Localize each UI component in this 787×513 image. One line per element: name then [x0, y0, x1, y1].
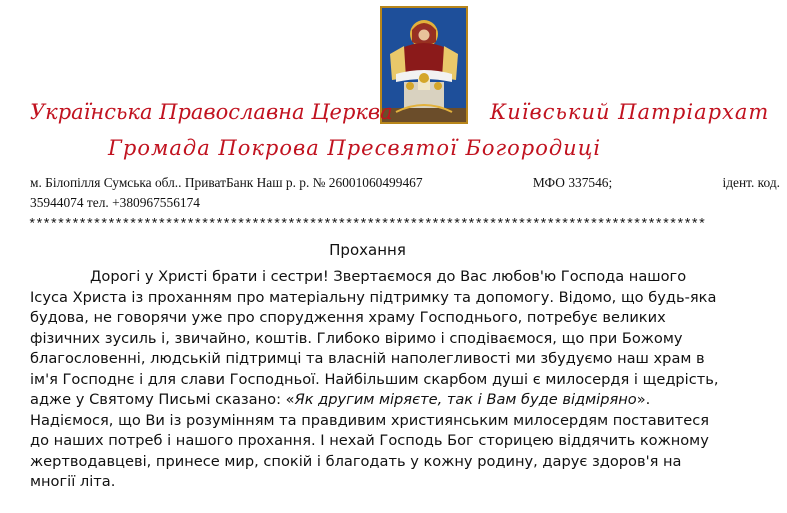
body-line-quote	[30, 390, 780, 411]
pokrova-icon-image	[380, 6, 468, 124]
quote-intro: адже у Святому Письмі сказано: «	[30, 391, 295, 408]
body-line: ім'я Господнє і для слави Господньої. Найбільшим скарбом душі є милосердя і щедрість,	[30, 370, 719, 388]
body-line: фізичних зусиль і, звичайно, коштів. Глибоко віримо і сподіваємося, що при Божому	[30, 329, 683, 347]
community-name: Громада Покрова Пресвятої Богородиці	[108, 136, 602, 160]
body-line: Надіємося, що Ви із розумінням та правдивим християнським милосердям поставитеся	[30, 411, 710, 429]
body-line: жертводавцеві, принесе мир, спокій і благодать у кожну родину, дарує здоров'я на	[30, 452, 682, 470]
church-name: Українська Православна Церква	[30, 100, 393, 124]
scripture-quote: Як другим міряєте, так і Вам буде відміряно	[294, 391, 637, 408]
bank-details: м. Білопілля Сумська обл.. ПриватБанк Наш р. р. № 26001060499467	[30, 175, 423, 190]
body-line: многії літа.	[30, 473, 116, 490]
code-and-phone: 35944074 тел. +380967556174	[30, 195, 200, 210]
mfo-code: МФО 337546;	[532, 175, 613, 190]
body-line: будова, не говорячи уже про спорудження храму Господнього, потребує великих	[30, 309, 666, 326]
body-line: Дорогі у Христі брати і сестри! Звертаємося до Вас любов'ю Господа нашого	[90, 268, 687, 285]
contact-info	[30, 173, 780, 213]
patriarchate-name: Київський Патріархат	[490, 100, 770, 124]
body-line: благословенні, людській підтримці та власній наполегливості ми збудуємо наш храм в	[30, 350, 705, 367]
body-line: до наших потреб і нашого прохання. І нехай Господь Бог сторицею віддячить кожному	[30, 432, 709, 449]
letter-body	[30, 267, 780, 493]
separator-line: **********************************************************************************************	[28, 217, 705, 233]
letter-title: Прохання	[329, 241, 406, 259]
quote-end: ».	[636, 391, 651, 408]
body-line: Ісуса Христа із проханням про матеріальну підтримку та допомогу. Відомо, що будь-яка	[30, 288, 717, 306]
ident-code-label: ідент. код.	[722, 175, 780, 190]
